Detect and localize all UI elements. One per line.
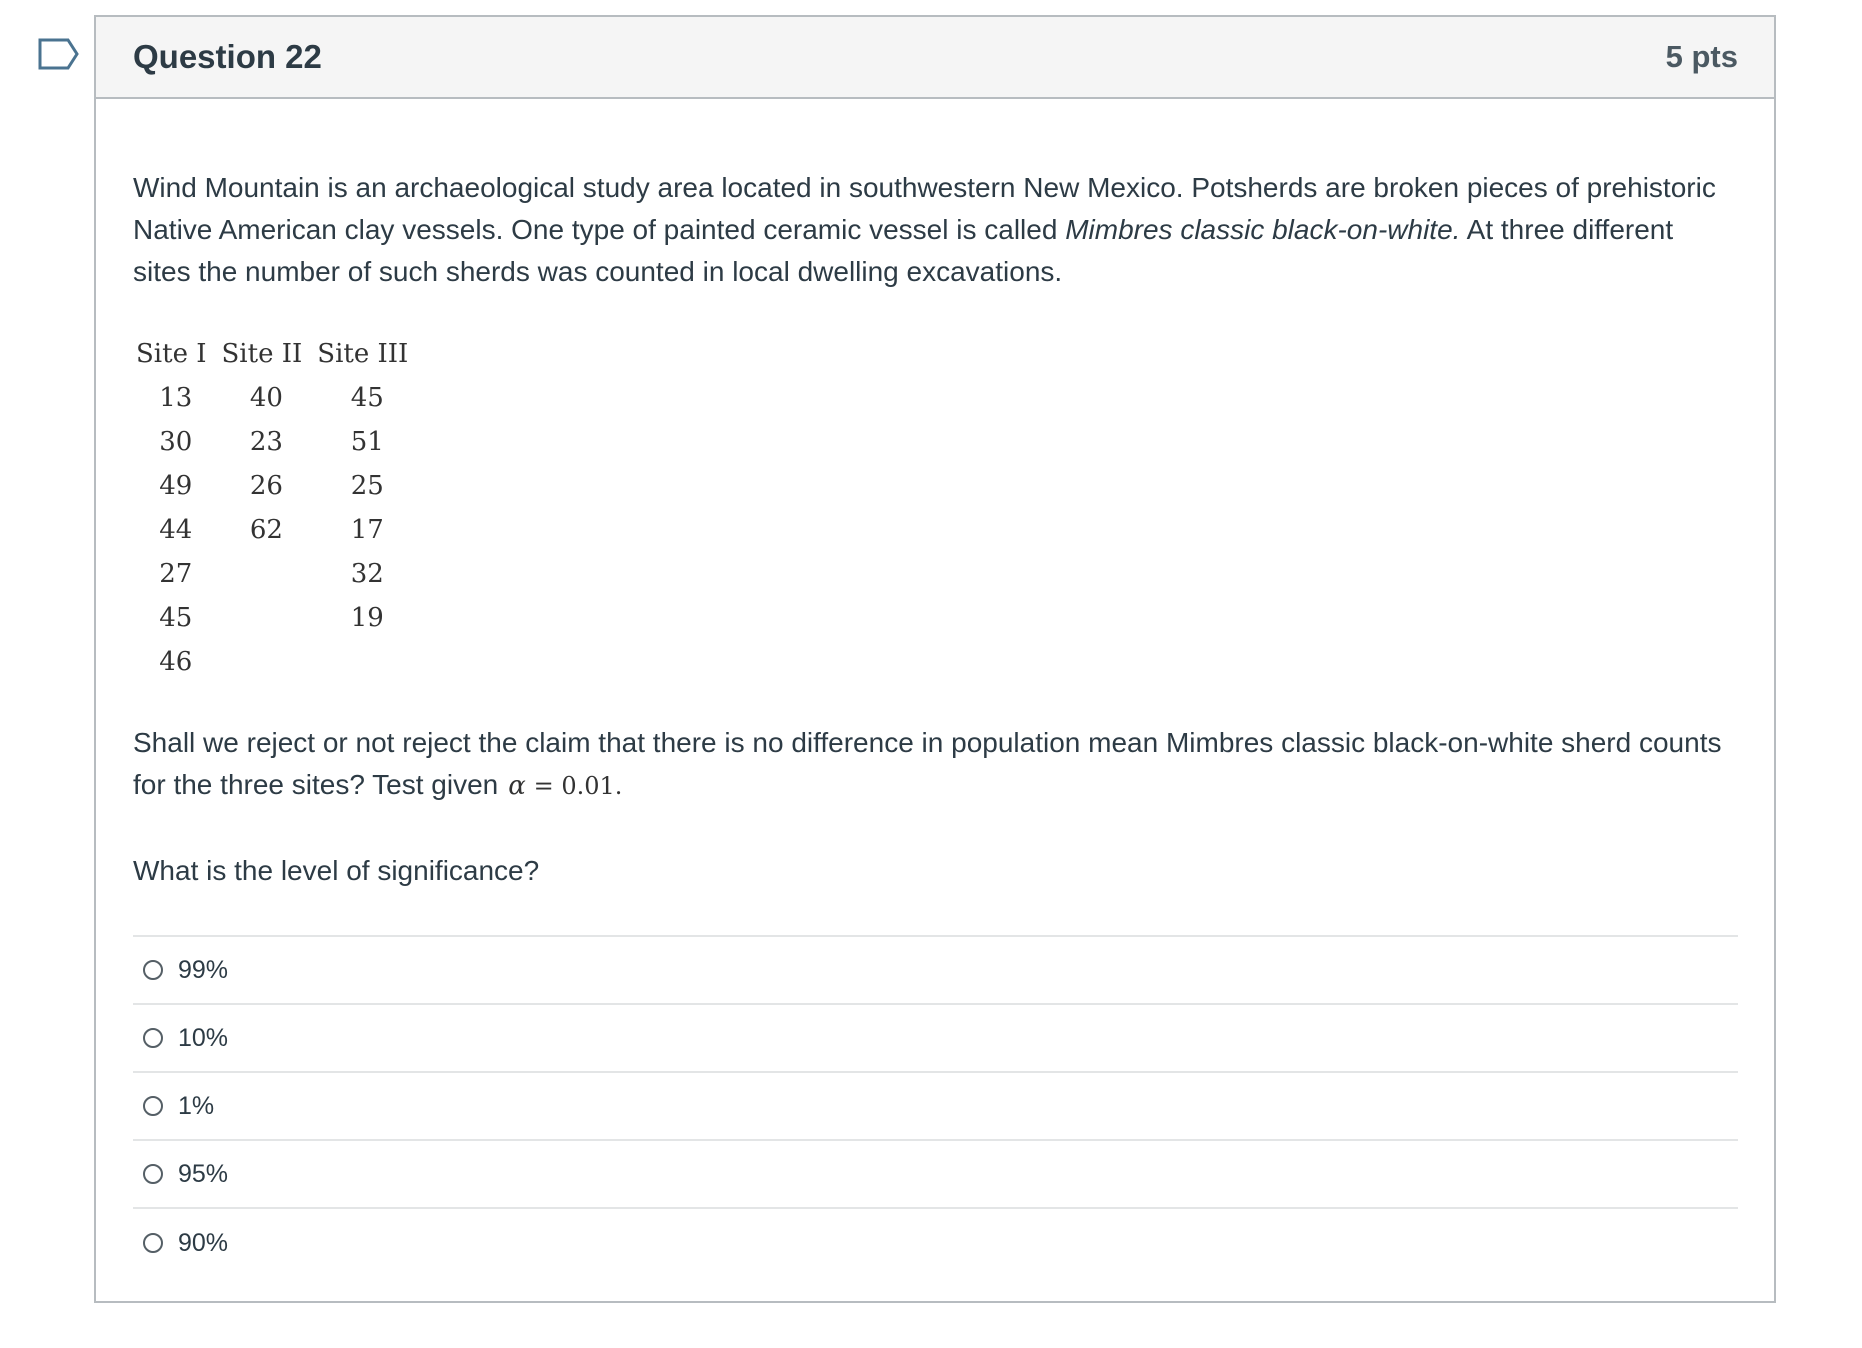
- answer-list: [133, 935, 1738, 1277]
- answer-label: 95%: [178, 1159, 229, 1188]
- table-cell: 40: [249, 383, 283, 413]
- table-cell: [314, 640, 420, 684]
- question-points: 5 pts: [1665, 39, 1738, 74]
- table-cell: 19: [350, 603, 384, 633]
- answer-label: 90%: [178, 1228, 229, 1257]
- answer-option[interactable]: [133, 937, 1738, 1005]
- table-cell: 27: [159, 559, 193, 589]
- answer-label: 99%: [178, 955, 229, 984]
- answer-option[interactable]: [133, 1141, 1738, 1209]
- table-row: [133, 640, 420, 684]
- answer-option[interactable]: [133, 1073, 1738, 1141]
- table-row: [133, 376, 420, 420]
- answer-label: 1%: [178, 1091, 215, 1120]
- table-cell: 46: [159, 647, 193, 677]
- table-row: [133, 420, 420, 464]
- table-cell: 51: [350, 427, 384, 457]
- sherd-count-table: [133, 332, 420, 684]
- column-header-site-2: Site II: [221, 339, 303, 369]
- table-cell: 49: [159, 471, 193, 501]
- table-cell: [219, 640, 315, 684]
- table-cell: 32: [350, 559, 384, 589]
- radio-button[interactable]: [143, 960, 163, 980]
- question-text-claim: Shall we reject or not reject the claim that there is no difference in population mean Mimbres classic black-on-white sherd counts for the three sites? Test given α = 0.01.: [133, 727, 1722, 801]
- table-cell: 30: [159, 427, 193, 457]
- radio-button[interactable]: [143, 1096, 163, 1116]
- question-prompt: What is the level of significance?: [133, 855, 540, 886]
- column-header-site-3: Site III: [317, 339, 409, 369]
- question-body: [133, 167, 1738, 1257]
- table-header-row: [133, 332, 420, 376]
- vessel-name-italic: Mimbres classic black-on-white.: [1065, 214, 1461, 245]
- answer-option[interactable]: [133, 1005, 1738, 1073]
- question-title: Question 22: [133, 38, 322, 75]
- flag-question-icon[interactable]: [38, 38, 80, 70]
- table-row: [133, 464, 420, 508]
- alpha-value: = 0.01.: [533, 772, 623, 800]
- answer-label: 10%: [178, 1023, 229, 1052]
- question-text-intro: Wind Mountain is an archaeological study area located in southwestern New Mexico. Potsherds are broken pieces of prehistoric Native American clay vessels. One type of painted ceramic vessel is called Mimbres classic black-on-white. At three different sites the number of such sherds was counted in local dwelling excavations.: [133, 172, 1716, 287]
- table-cell: 17: [350, 515, 384, 545]
- table-row: [133, 508, 420, 552]
- table-row: [133, 552, 420, 596]
- table-row: [133, 596, 420, 640]
- table-cell: 45: [350, 383, 384, 413]
- question-card: [94, 15, 1776, 1303]
- radio-button[interactable]: [143, 1028, 163, 1048]
- table-cell: 45: [159, 603, 193, 633]
- table-cell: [219, 596, 315, 640]
- table-cell: 44: [159, 515, 193, 545]
- table-cell: 23: [249, 427, 283, 457]
- question-header: [96, 17, 1774, 99]
- alpha-symbol: α: [508, 771, 526, 801]
- radio-button[interactable]: [143, 1233, 163, 1253]
- table-cell: 25: [350, 471, 384, 501]
- radio-button[interactable]: [143, 1164, 163, 1184]
- table-cell: 62: [249, 515, 283, 545]
- column-header-site-1: Site I: [136, 339, 207, 369]
- table-cell: [219, 552, 315, 596]
- answer-option[interactable]: [133, 1209, 1738, 1277]
- table-cell: 26: [249, 471, 283, 501]
- table-cell: 13: [159, 383, 193, 413]
